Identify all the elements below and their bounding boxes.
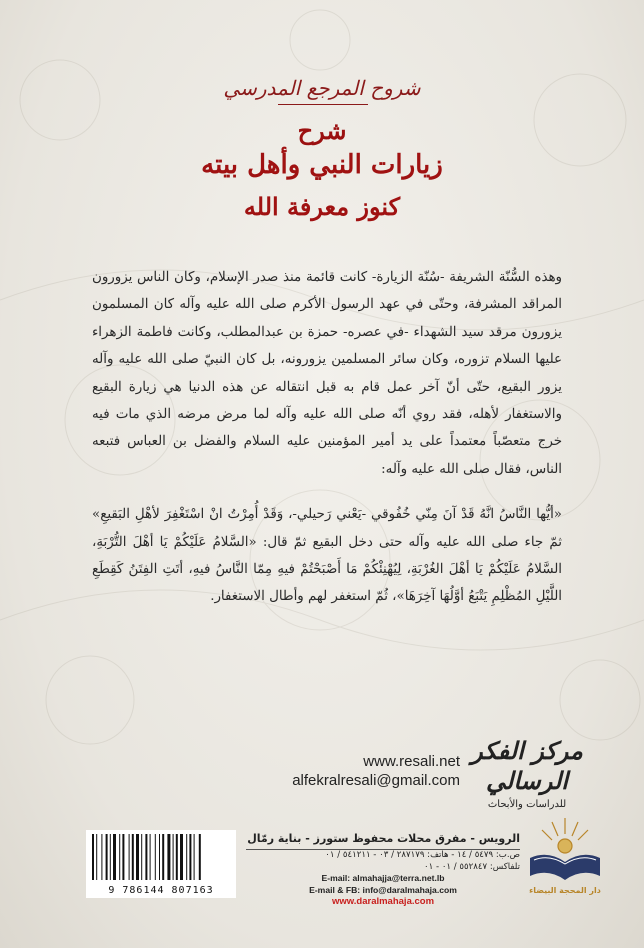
website-link[interactable]: www.resali.net (363, 753, 460, 770)
distributor-phone: ص.ب: ٥٤٧٩ / ١٤ - هاتف: ٢٨٧١٧٩ / ٠٣ - ٥٤١٢١١ / ٠١ (325, 850, 520, 860)
email-link[interactable]: alfekralresali@gmail.com (292, 772, 460, 789)
series-underline (278, 104, 368, 105)
publisher-subtitle: للدراسات والأبحاث (487, 799, 567, 810)
publisher-logo (462, 736, 592, 810)
barcode-bars (90, 834, 232, 882)
blurb-paragraph-1: وهذه السُّنّة الشريفة -سُنّة الزيارة- كانت قائمة منذ صدر الإسلام، وكان الناس يزورون المراقد المشرفة، وحتّى في عهد الرسول الأكرم صلى الله عليه وآله كان المسلمون يزورون مرقد سيد الشهداء -في عصره- حمزة بن عبدالمطلب، وكانت فاطمة الزهراء عليها السلام تزوره، وكان سائر المسلمين يزورونه، بل كان النبيّ صلى الله عليه وآله يزور البقيع، حتّى أنّ آخر عمل قام به قبل انتقاله عن هذه الدنيا هي زيارة البقيع والاستغفار لأهله، فقد روي أنّه صلى الله عليه وآله لما مرض مرضه الذي مات فيه خرج متعصّباً معتمداً على يد أمير المؤمنين عليه السلام والفضل بن العباس فتبعه الناس، فقال صلى الله عليه وآله: (92, 270, 562, 477)
title-line-2: زيارات النبي وأهل بيته (201, 150, 443, 180)
blurb-text (92, 264, 562, 611)
open-book-icon (522, 812, 608, 886)
distributor-website[interactable]: www.daralmahaja.com (331, 896, 435, 907)
distributor-fb[interactable]: E-mail & FB: info@daralmahaja.com (309, 884, 457, 895)
title-line-3: كنوز معرفة الله (243, 192, 401, 221)
isbn-barcode (86, 830, 236, 898)
title-line-1: شرح (297, 116, 347, 145)
publisher-web-info (280, 752, 460, 790)
publisher-name: مركز الفكر الرسالي (471, 736, 583, 795)
distributor-name: دار المحجة البيضاء (529, 886, 601, 895)
blurb-paragraph-2: «أيُّها النَّاسُ انَّهُ قَدْ آنَ مِنّي خُفُوقي -يَعْني رَحيلي-، وَقَدْ أُمِرْتُ انْ اسْتَغْفِرَ لأهْلِ البَقيعِ» ثمّ جاء صلى الله عليه وآله حتى دخل البقيع ثمّ قال: «السَّلامُ عَلَيْكُمْ يَا أهْلَ التُّرْبَةِ، السَّلامُ عَلَيْكُمْ يَا أهْلَ الغُرْبَةِ، لِيُهْنِئْكُمْ مَا أَصْبَحْتُمْ فيهِ مِمّا النَّاسُ فيهِ، أتَتِ الفِتَنُ كَقِطَعِ اللَّيْلِ المُظْلِمِ يَتْبَعُ أوَّلُهَا آخِرَهَا»، ثُمّ استغفر لهم وأطال الاستغفار. (92, 507, 562, 605)
isbn-number: 9 786144 807163 (108, 885, 214, 896)
series-title: شروح المرجع المدرسي (223, 76, 421, 100)
distributor-address: الرويس - مفرق محلات محفوظ ستورز - بناية رمّال (247, 832, 520, 845)
contact-divider (246, 849, 520, 850)
distributor-fax: تلفاكس: ٥٥٢٨٤٧ / ٠١ - ٠١ (424, 861, 520, 872)
distributor-contact (246, 832, 520, 908)
distributor-logo (522, 812, 608, 908)
distributor-email[interactable]: E-mail: almahajja@terra.net.lb (321, 873, 445, 883)
